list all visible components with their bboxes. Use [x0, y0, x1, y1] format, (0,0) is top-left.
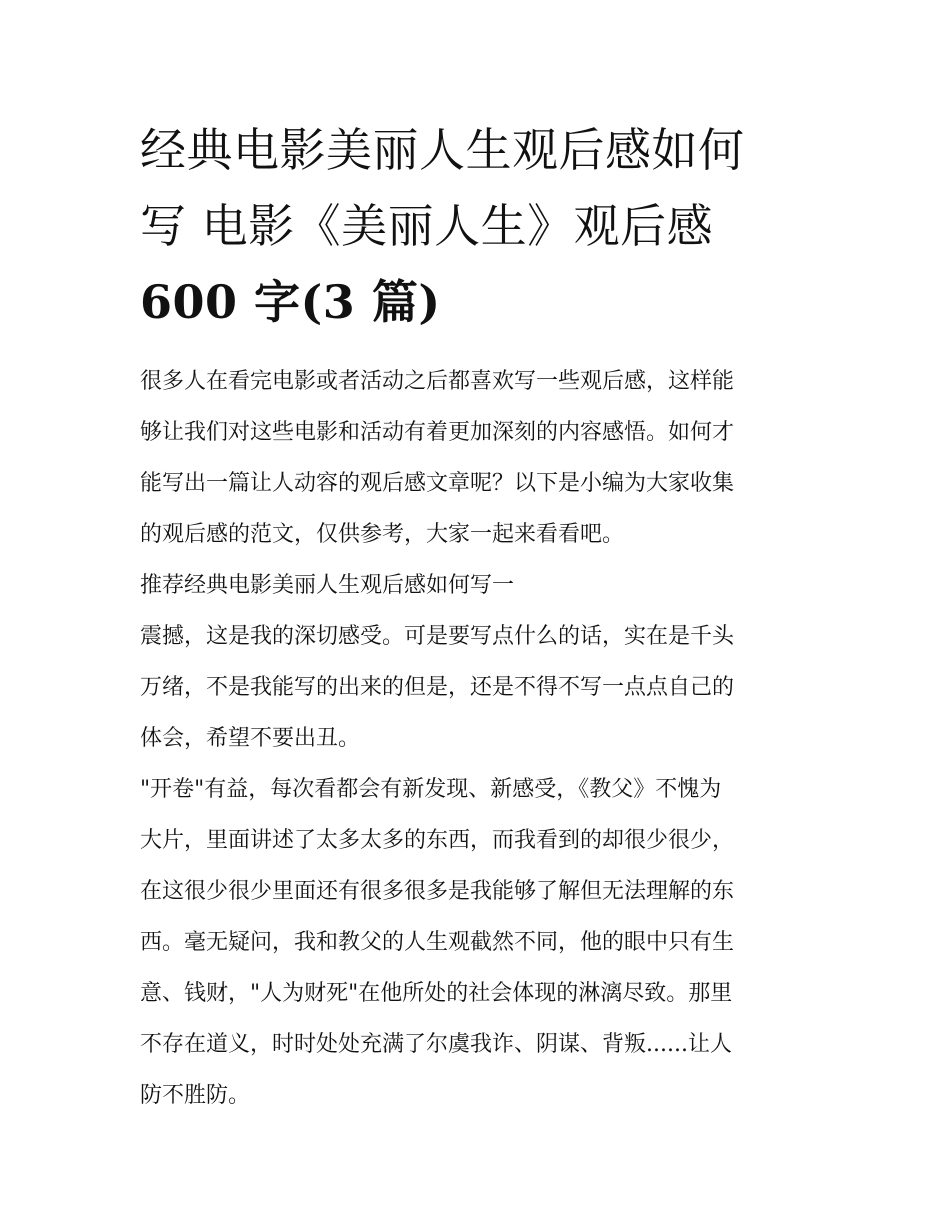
text-line: 防不胜防。 — [140, 1083, 251, 1108]
section-heading — [140, 560, 815, 611]
text-line: 够让我们对这些电影和活动有着更加深刻的内容感悟。如何才 — [140, 420, 735, 445]
text-line: 西。毫无疑问，我和教父的人生观截然不同，他的眼中只有生 — [140, 930, 735, 955]
text-line: 震撼，这是我的深切感受。可是要写点什么的话，实在是千头 — [140, 624, 735, 649]
document-body — [140, 356, 815, 1121]
document-title — [140, 112, 815, 340]
text-line: 很多人在看完电影或者活动之后都喜欢写一些观后感，这样能 — [140, 369, 735, 394]
intro-paragraph — [140, 356, 815, 560]
title-line: 经典电影美丽人生观后感如何 — [140, 123, 745, 177]
text-line: 的观后感的范文，仅供参考，大家一起来看看吧。 — [140, 522, 625, 547]
body-paragraph — [140, 611, 815, 764]
text-line: "开卷"有益，每次看都会有新发现、新感受，《教父》不愧为 — [140, 777, 722, 802]
text-line: 推荐经典电影美丽人生观后感如何写一 — [140, 573, 515, 598]
text-line: 大片，里面讲述了太多太多的东西，而我看到的却很少很少， — [140, 828, 735, 853]
title-line: 600 字(3 篇) — [140, 275, 441, 329]
text-line: 能写出一篇让人动容的观后感文章呢？以下是小编为大家收集 — [140, 471, 735, 496]
body-paragraph — [140, 764, 815, 1121]
text-line: 意、钱财，"人为财死"在他所处的社会体现的淋漓尽致。那里 — [140, 981, 733, 1006]
text-line: 体会，希望不要出丑。 — [140, 726, 361, 751]
title-line: 写 电影《美丽人生》观后感 — [140, 199, 714, 253]
text-line: 万绪，不是我能写的出来的但是，还是不得不写一点点自己的 — [140, 675, 735, 700]
document-page — [140, 112, 815, 1121]
text-line: 在这很少很少里面还有很多很多是我能够了解但无法理解的东 — [140, 879, 735, 904]
text-line: 不存在道义，时时处处充满了尔虞我诈、阴谋、背叛......让人 — [140, 1032, 732, 1057]
